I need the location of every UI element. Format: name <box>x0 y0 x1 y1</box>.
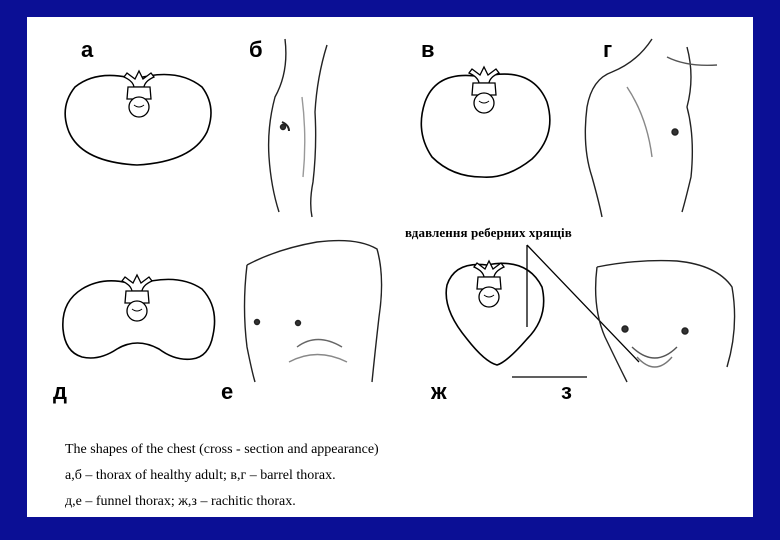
panel-label-v: в <box>421 37 435 62</box>
annotation-pointer <box>512 245 639 377</box>
figure-e-front-view <box>245 241 382 382</box>
cross-section-a <box>65 71 211 165</box>
figure-caption <box>65 437 705 515</box>
panel-label-g: г <box>603 37 613 62</box>
slide-sheet <box>27 17 753 517</box>
panel-label-d: д <box>53 379 67 404</box>
caption-line-3: д,е – funnel thorax; ж,з – rachitic thorax. <box>65 494 296 509</box>
chest-shapes-figure <box>27 17 753 417</box>
cross-section-d <box>63 275 215 359</box>
panel-label-b: б <box>249 37 263 62</box>
caption-line-1: The shapes of the chest (cross - section and appearance) <box>65 442 379 457</box>
caption-line-2: а,б – thorax of healthy adult; в,г – barrel thorax. <box>65 468 336 483</box>
figure-b-side-view <box>269 39 327 217</box>
cross-section-v <box>421 67 550 177</box>
panel-label-e: е <box>221 379 234 404</box>
figure-g-side-view <box>585 39 717 217</box>
panel-label-z: з <box>561 379 572 404</box>
figure-z-front-view <box>596 261 735 382</box>
costal-cartilage-annotation: вдавлення реберних хрящів <box>405 225 572 240</box>
panel-label-a: а <box>81 37 94 62</box>
panel-label-zh: ж <box>431 379 447 404</box>
cross-section-zh <box>446 261 544 365</box>
